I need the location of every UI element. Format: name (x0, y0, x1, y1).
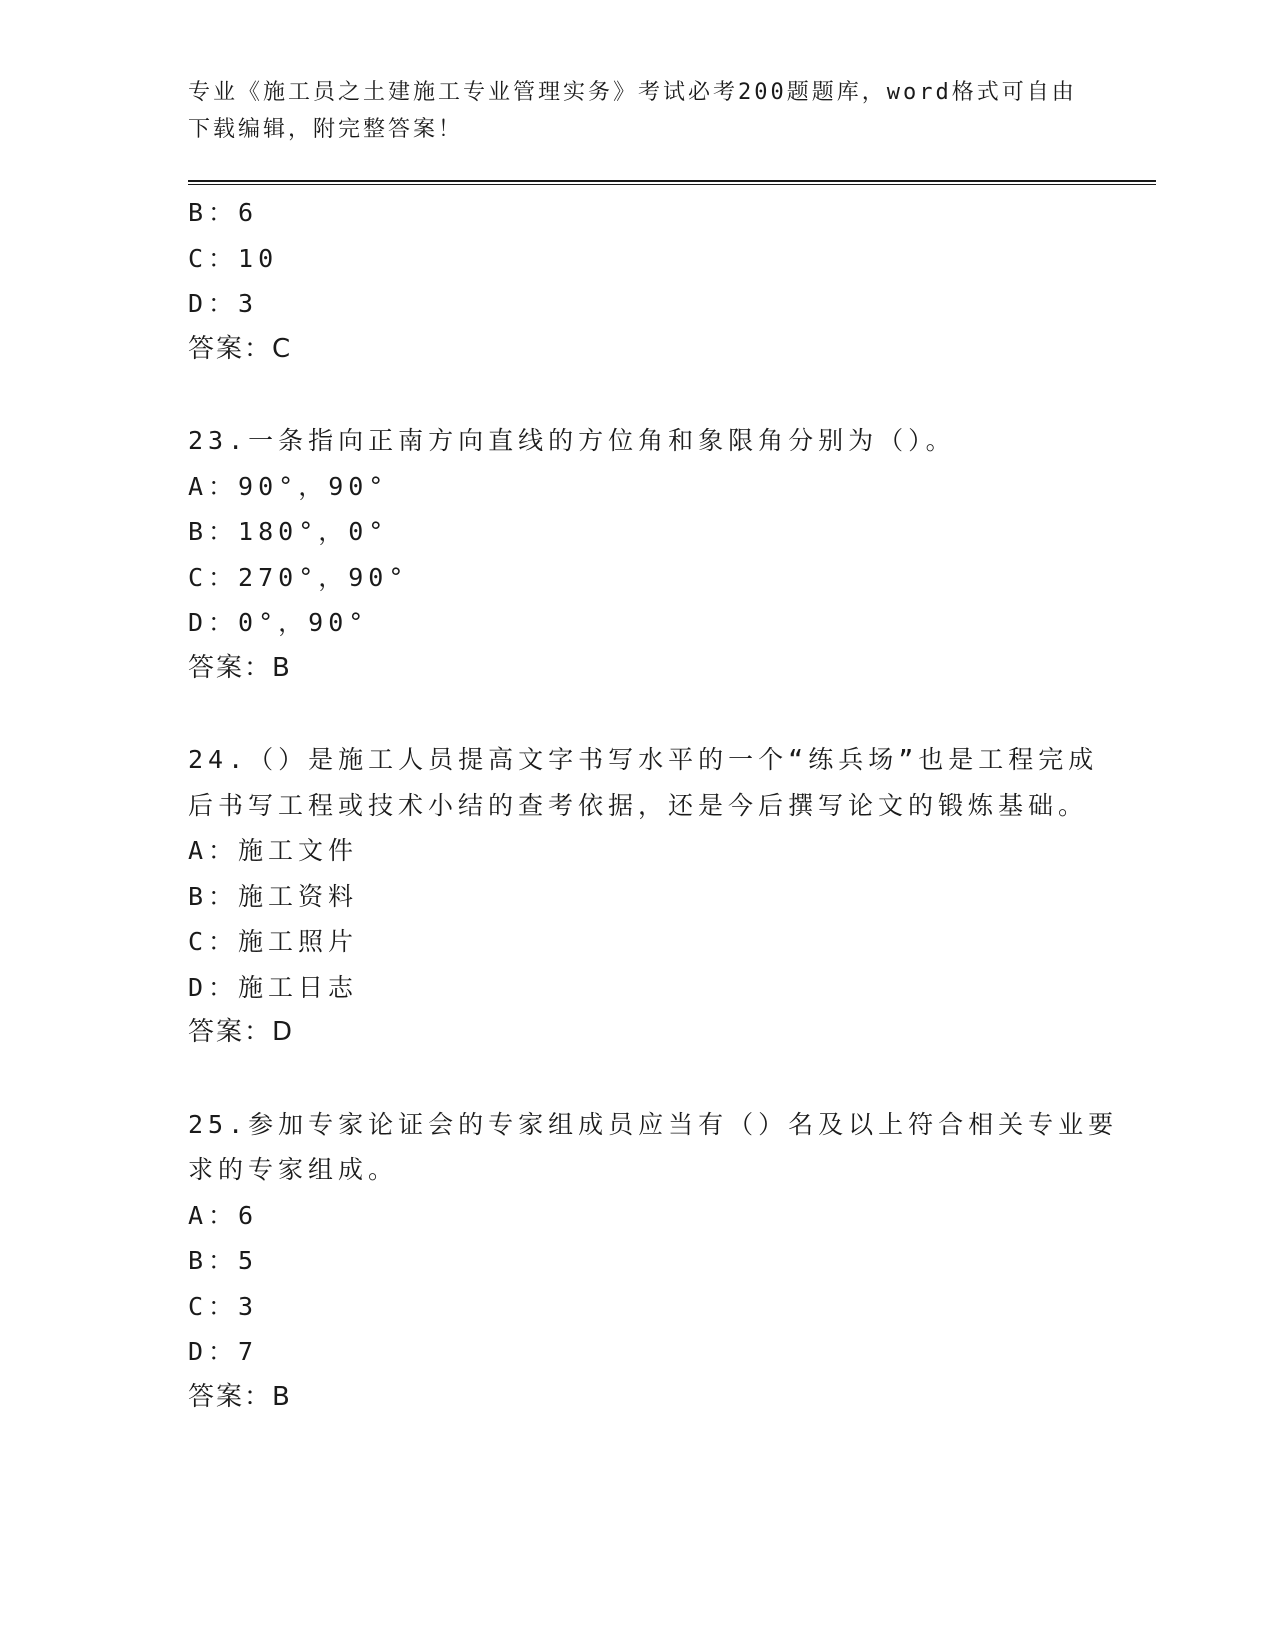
answer-line: 答案：C (188, 333, 293, 364)
question-24 (188, 737, 1099, 1056)
option-c: C：270°，90° (188, 562, 409, 592)
question-stem: 23.一条指向正南方向直线的方位角和象限角分别为（）。 (188, 426, 956, 455)
option-d: D：0°，90° (188, 608, 369, 637)
header-title-line-2: 下载编辑，附完整答案！ (188, 117, 464, 142)
header-divider (188, 180, 1156, 185)
spacer (188, 1056, 1088, 1102)
option-a: A：施工文件 (188, 836, 359, 865)
option-d: D：施工日志 (188, 972, 359, 1002)
option-d: D：3 (188, 289, 259, 318)
option-a: A：6 (188, 1200, 259, 1230)
spacer (188, 691, 1088, 737)
option-b: B：180°，0° (188, 517, 389, 546)
header-title-line-1: 专业《施工员之土建施工专业管理实务》考试必考200题题库，word格式可自由 (188, 80, 1077, 105)
option-c: C：10 (188, 243, 279, 273)
question-25 (188, 1102, 1119, 1421)
answer-line: 答案：D (188, 1017, 295, 1047)
answer-line: 答案：B (188, 652, 292, 683)
question-stem-line-1: 25.参加专家论证会的专家组成员应当有（）名及以上符合相关专业要 (188, 1109, 1119, 1139)
question-22-tail (188, 190, 1088, 372)
question-stem-line-2: 求的专家组成。 (188, 1155, 399, 1184)
option-b: B：施工资料 (188, 881, 359, 911)
question-stem-line-1: 24.（）是施工人员提高文字书写水平的一个“练兵场”也是工程完成 (188, 745, 1099, 774)
option-a: A：90°，90° (188, 471, 389, 501)
answer-line: 答案：B (188, 1381, 292, 1412)
option-b: B：6 (188, 198, 259, 227)
option-d: D：7 (188, 1337, 259, 1366)
option-c: C：3 (188, 1291, 259, 1321)
question-23 (188, 418, 1088, 691)
option-c: C：施工照片 (188, 927, 359, 956)
page-header (188, 74, 1088, 148)
question-list (188, 190, 1119, 1420)
spacer (188, 372, 1088, 418)
option-b: B：5 (188, 1246, 259, 1275)
question-stem-line-2: 后书写工程或技术小结的查考依据，还是今后撰写论文的锻炼基础。 (188, 790, 1089, 820)
